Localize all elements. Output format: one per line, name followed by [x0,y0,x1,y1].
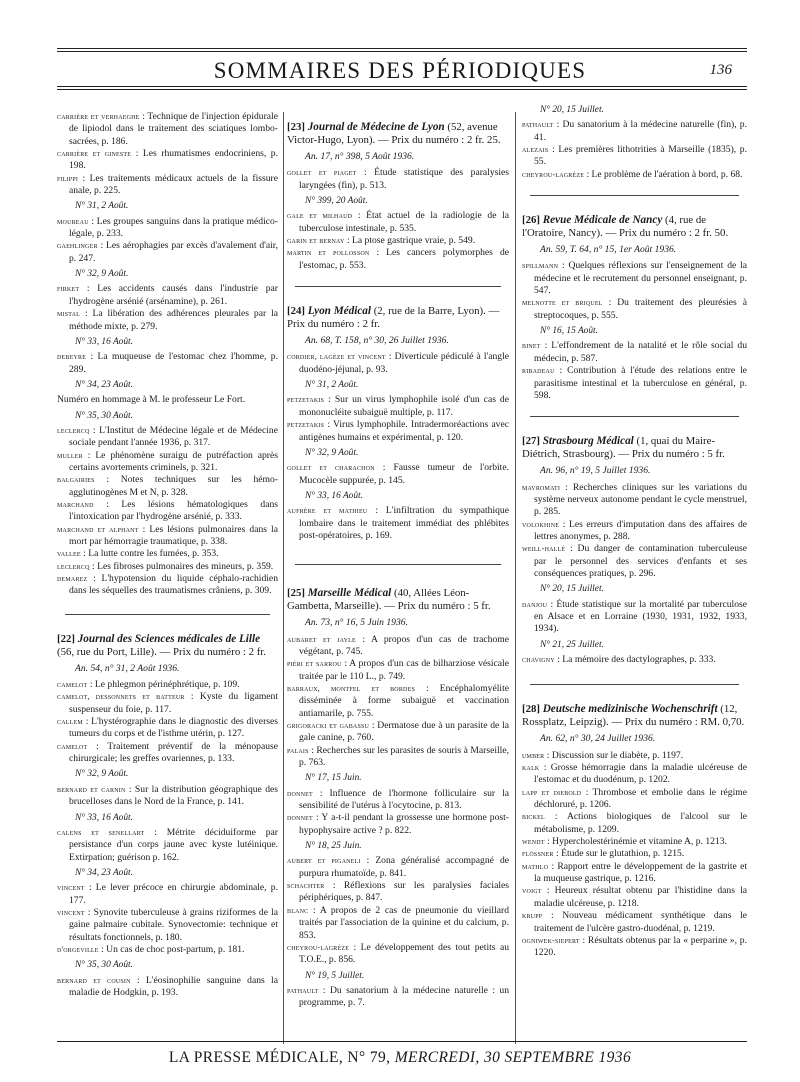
article-entry: lapp et diebold : Thrombose et embolie dans le régime déchloruré, p. 1206. [522,786,747,811]
section-separator [530,684,739,685]
article-entry: camelot : Traitement préventif de la ménopause chirurgicale; les greffes ovariennes, p. 133. [57,740,278,765]
top-rule [57,48,747,49]
article-entry: wendt : Hypercholestérinémie et vitamine A, p. 1213. [522,836,727,848]
issue-heading: N° 32, 9 Août. [75,269,129,280]
issue-heading: N° 32, 9 Août. [305,447,359,458]
article-entry: demarez : L'hypotension du liquide céphalo-rachidien dans les séquelles des traumatismes crâniens, p. 309. [57,573,278,597]
issue-heading: N° 16, 15 Août. [540,326,599,337]
article-entry: marchand et alphant : Les lésions pulmonaires dans la mort par hémorragie traumatique, p. 338. [57,523,278,547]
issue-heading: N° 20, 15 Juillet. [540,105,604,115]
article-entry: gollet et charachon : Fausse tumeur de l'orbite. Mucocèle suppurée, p. 145. [287,462,510,486]
column-divider-2 [515,112,516,1044]
article-entry: weill-hallé : Du danger de contamination tuberculeuse par le personnel des services d'enfants et ses conséquences pratiques, p. 296. [522,543,747,579]
issue-heading: N° 19, 5 Juillet. [305,970,365,981]
article-entry: cheyrou-lagrèze : Le problème de l'aération à bord, p. 68. [522,168,743,180]
article-entry: voigt : Heureux résultat obtenu par l'histidine dans la maladie ulcéreuse, p. 1218. [522,885,747,909]
article-entry: gale et milhaud : État actuel de la radiologie de la tuberculose intestinale, p. 535. [287,210,509,234]
issue-heading: N° 21, 25 Juillet. [540,639,604,650]
article-entry: cheyrou-lagrèze : Le développement des tout petits au T.O.E., p. 856. [287,941,509,966]
journal-heading: [23] Journal de Médecine de Lyon (52, avenue Victor-Hugo, Lyon). — Prix du numéro : 2 fr. 25. [287,121,501,146]
article-entry: marchand : Les lésions hématologiques dans l'intoxication par l'hydrogène arsénié, p. 333. [57,498,278,523]
journal-volume: An. 54, n° 31, 2 Août 1936. [75,662,180,674]
article-entry: aufrère et mathieu : L'infiltration du sympathique lombaire dans le traitement immédiat des phlébites post-opératoires, p. 169. [287,505,509,541]
article-entry: pathault : Du sanatorium à la médecine naturelle : un programme, p. 7. [287,984,509,1009]
header-rule-inner [57,89,747,90]
footer-rule [57,1041,747,1042]
article-entry: chavigny : La mémoire des dactylographes, p. 333. [522,654,716,665]
footer-publication: LA PRESSE MÉDICALE, N° 79, [168,1049,391,1066]
article-entry: flössner : Étude sur le glutathion, p. 1215. [522,848,685,860]
column-1 [57,111,278,999]
article-entry: camelot, dessonnets et batteur : Kyste du ligament suspenseur du foie, p. 117. [57,691,279,715]
page-footer [0,1049,800,1067]
column-3 [522,104,747,960]
issue-heading: N° 33, 16 Août. [305,490,364,501]
column-divider-1 [283,112,284,1044]
article-entry: balgairies : Notes techniques sur les hémo-agglutinogènes M et N, p. 328. [57,474,278,498]
article-entry: Numéro en hommage à M. le professeur Le Fort. [57,394,246,406]
section-separator [295,286,501,287]
section-separator [530,416,739,417]
article-entry: blanc : A propos de 2 cas de pneumonie du vieillard traités par l'association de la quinine et du calcium, p. 853. [287,904,509,941]
page-number: 136 [709,62,732,78]
article-entry: gaehlinger : Les aérophagies par excès d'avalement d'air, p. 247. [57,240,278,264]
journal-heading: [22] Journal des Sciences médicales de Lille (56, rue du Port, Lille). — Prix du numéro : 2 fr. [57,632,267,658]
article-entry: melnotte et briquel : Du traitement des pleurésies à streptocoques, p. 555. [522,297,747,321]
issue-heading: N° 31, 2 Août. [75,201,129,212]
article-entry: petzetakis : Sur un virus lymphophile isolé d'un cas de mononucléite subaiguë multiple, p. 117. [287,394,509,418]
article-entry: aubaret et jayle : A propos d'un cas de trachome végétant, p. 745. [287,633,509,657]
journal-volume: An. 96, n° 19, 5 Juillet 1936. [540,465,651,477]
article-entry: martin et pollosson : Les cancers polymorphes de l'estomac, p. 553. [287,247,509,271]
section-separator [530,195,739,196]
article-entry: callem : L'hystérographie dans le diagnostic des diverses tumeurs du corps et de l'isthme utérin, p. 127. [57,716,278,740]
top-rule-inner [57,51,747,52]
issue-heading: N° 34, 23 Août. [75,867,134,878]
journal-heading: [26] Revue Médicale de Nancy (4, rue de l'Oratoire, Nancy). — Prix du numéro : 2 fr. 50. [522,214,729,240]
journal-heading: [25] Marseille Médical (40, Allées Léon-Gambetta, Marseille). — Prix du numéro : 5 fr. [287,587,491,613]
issue-heading: N° 34, 23 Août. [75,379,134,390]
article-entry: bickel : Actions biologiques de l'alcool sur le métabolisme, p. 1209. [522,811,747,835]
article-entry: muller : Le phénomène suraigu de putréfaction après certains avortements criminels, p. 321. [57,449,278,473]
article-entry: binet : L'effondrement de la natalité et le rôle social du médecin, p. 587. [522,340,747,364]
article-entry: mavromati : Recherches cliniques sur les variations du système nerveux autonome pendant le cycle menstruel, p. 285. [522,481,747,518]
article-entry: umber : Discussion sur le diabète, p. 1197. [522,749,684,761]
article-entry: piéri et sarrou : A propos d'un cas de bilharziose vésicale traitée par le 110 L., p. 749. [287,658,509,682]
article-entry: vincent : Synovite tuberculeuse à grains riziformes de la gaine palmaire cubitale. Synovectomie: technique et résultats fonctionnels, p. 180. [57,906,279,943]
article-entry: alezais : Les premières lithotrities à Marseille (1835), p. 55. [522,144,747,168]
article-entry: palais : Recherches sur les parasites de souris à Marseille, p. 763. [287,744,510,769]
article-entry: barraux, montfel et bordes : Encéphalomyélite disséminée à forme subaiguë et vaccination antiamarile, p. 755. [287,682,509,719]
section-separator [295,564,501,565]
article-entry: danjou : Étude statistique sur la mortalité par tuberculose en Alsace et en Lorraine (1930, 1931, 1932, 1933, 1934). [522,598,747,635]
journal-volume: An. 62, n° 30, 24 Juillet 1936. [540,733,656,745]
article-entry: grigoracki et gabassu : Dermatose due à un parasite de la gale canine, p. 760. [287,720,509,744]
journal-volume: An. 73, n° 16, 5 Juin 1936. [305,617,408,629]
article-entry: volokhine : Les erreurs d'imputation dans des affaires de lettres anonymes, p. 288. [522,518,747,542]
journal-volume: An. 59, T. 64, n° 15, 1er Août 1936. [540,244,677,256]
issue-heading: N° 33, 16 Août. [75,812,134,823]
section-separator [65,614,270,615]
issue-heading: N° 399, 20 Août. [305,196,368,207]
article-entry: mathlo : Rapport entre le développement de la gastrite et la muqueuse gastrique, p. 1216. [522,860,747,885]
issue-heading: N° 33, 16 Août. [75,336,134,347]
journal-heading: [24] Lyon Médical (2, rue de la Barre, Lyon). — Prix du numéro : 2 fr. [287,305,500,331]
article-entry: gollet et piaget : Étude statistique des paralysies laryngées (fin), p. 513. [287,167,510,191]
article-entry: kalk : Grosse hémorragie dans la maladie ulcéreuse de l'estomac et du duodénum, p. 1202. [522,762,747,786]
article-entry: vincent : Le lever précoce en chirurgie abdominale, p. 177. [57,882,278,906]
issue-heading: N° 17, 15 Juin. [305,773,362,784]
article-entry: schachter : Réflexions sur les paralysies faciales périphériques, p. 847. [287,880,509,904]
article-entry: ribadeau : Contribution à l'étude des relations entre le parasitisme intestinal et la tuberculose en général, p. 598. [522,365,747,401]
header-rule [57,86,747,87]
article-entry: aubert et piganeli : Zona généralisé accompagné de purpura rhumatoïde, p. 841. [287,855,509,879]
article-entry: spillmann : Quelques réflexions sur l'enseignement de la médecine et le recrutement du personnel enseignant, p. 547. [522,260,747,297]
article-entry: firket : Les accidents causés dans l'industrie par l'hydrogène arsénié (arsénamine), p. 261. [57,283,278,307]
article-entry: leclercq : Les fibroses pulmonaires des mineurs, p. 359. [57,560,274,572]
article-entry: vallee : La lutte contre les fumées, p. 353. [57,548,219,560]
article-entry: petzetakis : Virus lymphophile. Intradermoréactions avec antigènes humains et expérimental, p. 120. [287,419,509,443]
issue-heading: N° 18, 25 Juin. [305,841,362,852]
article-entry: cordier, lagèze et vincent : Diverticule pédiculé à l'angle duodéno-jéjunal, p. 93. [287,351,509,375]
page-title: SOMMAIRES DES PÉRIODIQUES [213,58,587,83]
article-entry: leclercq : L'Institut de Médecine légale et de Médecine sociale pendant l'année 1936, p. 317. [57,424,278,449]
article-entry: donnet : Influence de l'hormone folliculaire sur la sensibilité de l'utérus à l'ocytocine, p. 813. [287,787,509,812]
article-entry: bernard et carnin : Sur la distribution géographique des brucelloses dans le Nord de la France, p. 141. [57,783,278,808]
article-entry: d'orgeville : Un cas de choc post-partum, p. 181. [57,943,245,955]
issue-heading: N° 35, 30 Août. [75,410,134,421]
issue-heading: N° 31, 2 Août. [305,380,359,391]
article-entry: camelot : Le phlegmon périnéphrétique, p. 109. [57,679,240,691]
column-2 [287,111,509,1010]
footer-date: MERCREDI, 30 SEPTEMBRE 1936 [394,1049,632,1066]
article-entry: pathault : Du sanatorium à la médecine naturelle (fin), p. 41. [522,119,747,143]
article-entry: bernard et cousin : L'éosinophilie sanguine dans la maladie de Hodgkin, p. 193. [57,974,278,998]
article-entry: mistal : La libération des adhérences pleurales par la méthode mixte, p. 279. [57,308,278,332]
article-entry: filippi : Les traitements médicaux actuels de la fissure anale, p. 225. [57,172,278,197]
journal-heading: [27] Strasbourg Médical (1, quai du Maire-Diétrich, Strasbourg). — Prix du numéro : 5 fr. [522,435,725,461]
article-entry: debeyre : La muqueuse de l'estomac chez l'homme, p. 289. [57,351,278,375]
journal-heading: [28] Deutsche medizinische Wochenschrift (12, Rossplatz, Leipzig). — Prix du numéro : RM. 0,70. [522,703,745,729]
article-entry: calens et senellart : Métrite déciduiforme par persistance d'un corps jaune avec kyste lutéinique. Extirpation; guérison p. 162. [57,826,278,863]
article-entry: moureau : Les groupes sanguins dans la pratique médico-légale, p. 233. [57,215,278,240]
article-entry: ogniwek-siepert : Résultats obtenus par la « perparine », p. 1220. [522,934,747,959]
article-entry: carrière et gineste : Les rhumatismes endocriniens, p. 198. [57,148,279,172]
article-entry: donnet : Y a-t-il pendant la grossesse une hormone post-hypophysaire active ? p. 822. [287,812,509,836]
journal-volume: An. 68, T. 158, n° 30, 26 Juillet 1936. [305,335,449,347]
article-entry: krupp : Nouveau médicament synthétique dans le traitement de l'ulcère gastro-duodénal, p. 1219. [522,910,747,934]
issue-heading: N° 20, 15 Juillet. [540,584,604,595]
issue-heading: N° 35, 30 Août. [75,960,134,971]
article-entry: garin et bernay : La ptose gastrique vraie, p. 549. [287,235,476,247]
journal-volume: An. 17, n° 398, 5 Août 1936. [305,151,415,162]
article-entry: carrière et verhaeghe : Technique de l'injection épidurale de lipiodol dans le traitement des sciatiques lombo-sacrées, p. 186. [57,111,278,147]
issue-heading: N° 32, 9 Août. [75,769,129,780]
